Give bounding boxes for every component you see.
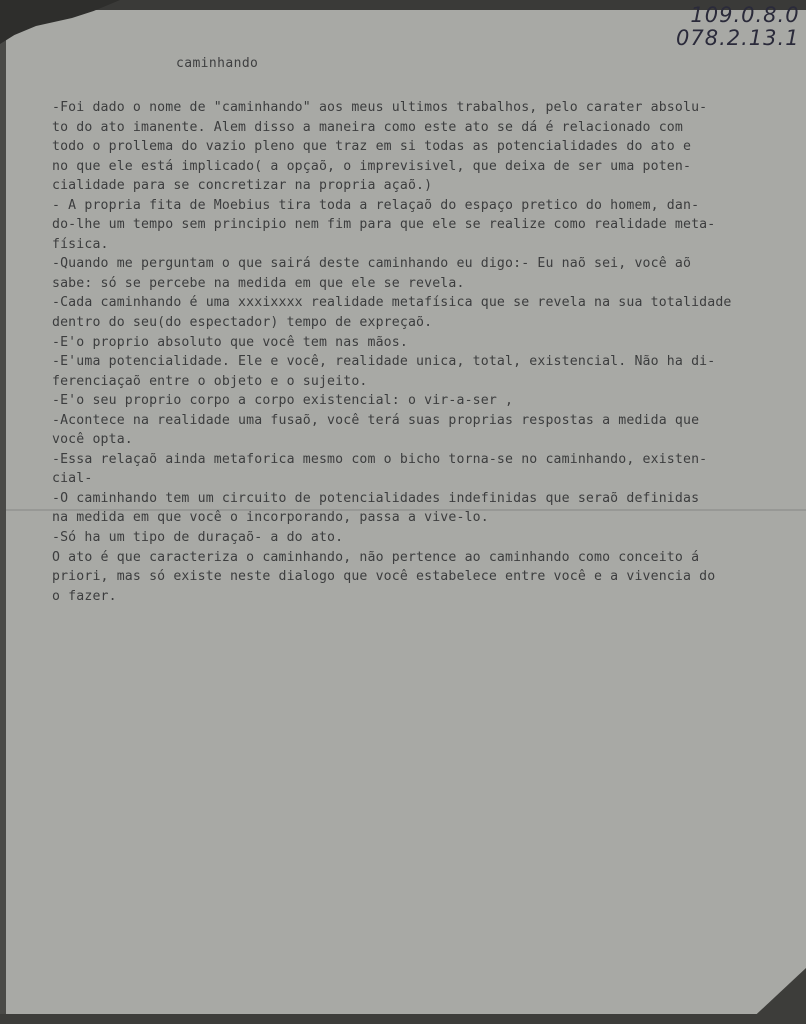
text-line: todo o prollema do vazio pleno que traz em si todas as potencialidades do ato e <box>52 139 692 155</box>
text-line: -Foi dado o nome de "caminhando" aos meus ultimos trabalhos, pelo carater absolu- <box>52 100 708 115</box>
text-line: o fazer. <box>52 588 117 604</box>
text-line: -Quando me perguntam o que sairá deste caminhando eu digo:- Eu naõ sei, você aõ <box>52 256 692 272</box>
text-line: ferenciaçaõ entre o objeto e o sujeito. <box>52 373 368 389</box>
text-line: cial- <box>52 471 93 487</box>
text-line: -Essa relaçaõ ainda metaforica mesmo com o bicho torna-se no caminhando, existen- <box>52 451 708 467</box>
text-line: sabe: só se percebe na medida em que ele se revela. <box>52 275 465 291</box>
text-line: cialidade para se concretizar na propria açaõ.) <box>52 178 433 194</box>
text-line: O ato é que caracteriza o caminhando, não pertence ao caminhando como conceito á <box>52 549 700 565</box>
archive-reference <box>676 4 800 50</box>
archive-reference-line-1: 109.0.8.0 <box>690 3 800 27</box>
text-line: -Só ha um tipo de duraçaõ- a do ato. <box>52 530 344 546</box>
text-line: na medida em que você o incorporando, passa a vive-lo. <box>52 510 489 526</box>
text-line: -E'o seu proprio corpo a corpo existencial: o vir-a-ser , <box>52 393 514 409</box>
text-line: -O caminhando tem um circuito de potencialidades indefinidas que seraõ definidas <box>52 490 700 506</box>
text-line: -E'uma potencialidade. Ele e você, realidade unica, total, existencial. Não ha di- <box>52 354 716 370</box>
text-line: você opta. <box>52 432 133 448</box>
text-line: dentro do seu(do espectador) tempo de expreçaõ. <box>52 315 433 331</box>
text-line: -Acontece na realidade uma fusaõ, você terá suas proprias respostas a medida que <box>52 412 700 428</box>
text-line: - A propria fita de Moebius tira toda a relaçaõ do espaço pretico do homem, dan- <box>52 197 700 213</box>
text-line: do-lhe um tempo sem principio nem fim para que ele se realize como realidade meta- <box>52 217 716 233</box>
archive-reference-line-2: 078.2.13.1 <box>676 26 800 50</box>
text-line: -E'o proprio absoluto que você tem nas mãos. <box>52 334 408 350</box>
document-body <box>52 98 804 606</box>
document-title: caminhando <box>176 56 259 71</box>
text-line: no que ele está implicado( a opçaõ, o imprevisivel, que deixa de ser uma poten- <box>52 158 692 174</box>
text-line: priori, mas só existe neste dialogo que você estabelece entre você e a vivencia do <box>52 569 716 585</box>
text-line: to do ato imanente. Alem disso a maneira como este ato se dá é relacionado com <box>52 119 683 135</box>
text-line: física. <box>52 236 109 252</box>
text-line: -Cada caminhando é uma xxxixxxx realidade metafísica que se revela na sua totalidade <box>52 295 732 311</box>
scan-border-bottom <box>0 1014 806 1024</box>
